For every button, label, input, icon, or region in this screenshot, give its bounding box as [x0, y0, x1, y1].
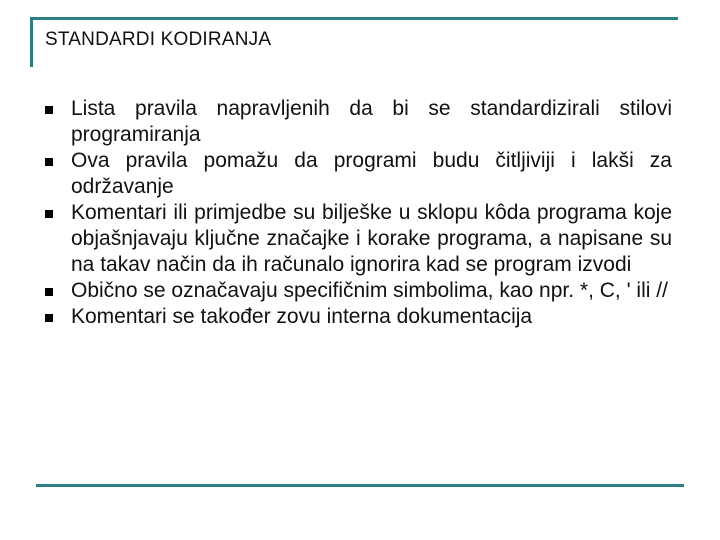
frame-left-rule	[30, 17, 33, 67]
square-bullet-icon	[45, 288, 53, 296]
bullet-item	[44, 278, 672, 304]
square-bullet-icon	[45, 106, 53, 114]
frame-top-rule	[30, 17, 678, 20]
bullet-item	[44, 96, 672, 148]
square-bullet-icon	[45, 314, 53, 322]
bullet-text: Komentari ili primjedbe su bilješke u sklopu kôda programa koje objašnjavaju ključne značajke i korake programa, a napisane su na takav način da ih računalo ignorira kad se program izvodi	[71, 201, 672, 276]
bullet-list	[44, 96, 672, 330]
square-bullet-icon	[45, 158, 53, 166]
bullet-item	[44, 304, 672, 330]
square-bullet-icon	[45, 210, 53, 218]
bullet-text: Komentari se također zovu interna dokumentacija	[71, 305, 533, 328]
frame-bottom-rule	[36, 484, 684, 487]
bullet-item	[44, 200, 672, 278]
bullet-item	[44, 148, 672, 200]
slide-title: STANDARDI KODIRANJA	[45, 29, 272, 50]
bullet-text: Ova pravila pomažu da programi budu čitljiviji i lakši za održavanje	[71, 149, 672, 198]
bullet-text: Lista pravila napravljenih da bi se standardizirali stilovi programiranja	[71, 97, 672, 146]
bullet-text: Obično se označavaju specifičnim simbolima, kao npr. *, C, ' ili //	[71, 279, 668, 302]
